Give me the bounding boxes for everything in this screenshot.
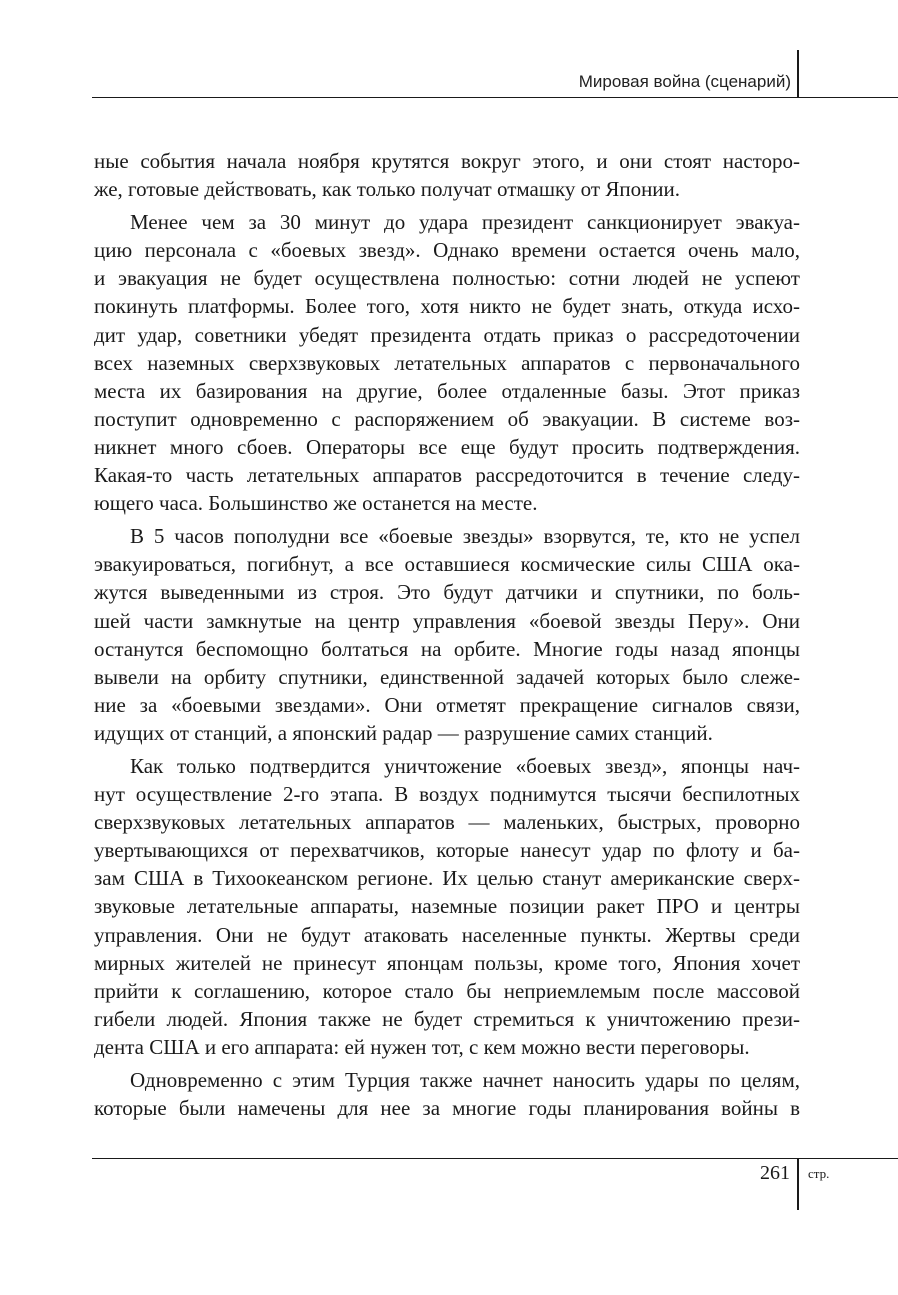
text-line: и эвакуация не будет осуществлена полностью: сотни людей не успеют (94, 266, 800, 291)
text-line: Одновременно с этим Турция также начнет наносить удары по целям, (130, 1068, 800, 1092)
text-line: мирных жителей не принесут японцам пользы, кроме того, Япония хочет (94, 950, 800, 975)
text-line: вывели на орбиту спутники, единственной задачей которых было слеже- (94, 664, 800, 689)
text-line: шей части замкнутые на центр управления «боевой звезды Перу». Они (94, 608, 800, 633)
text-line: дит удар, советники убедят президента отдать приказ о рассредоточении (94, 322, 800, 347)
text-line: нут осуществление 2-го этапа. В воздух поднимутся тысячи беспилотных (94, 782, 800, 807)
text-line: Как только подтвердится уничтожение «боевых звезд», японцы нач- (130, 753, 800, 778)
text-line: покинуть платформы. Более того, хотя никто не будет знать, откуда исхо- (94, 294, 800, 319)
running-head-title: Мировая война (сценарий) (578, 72, 791, 91)
paragraph (94, 147, 800, 203)
text-line: поступит одновременно с распоряжением об эвакуации. В системе воз- (94, 406, 800, 431)
text-line: ные события начала ноября крутятся вокруг этого, и они стоят насторо- (94, 149, 800, 173)
text-line: ющего часа. Большинство же останется на месте. (94, 491, 538, 516)
text-line: Менее чем за 30 минут до удара президент санкционирует эвакуа- (130, 210, 800, 235)
text-line: управления. Они не будут атаковать населенные пункты. Жертвы среди (94, 922, 800, 947)
text-line: которые были намечены для нее за многие годы планирования войны в (94, 1096, 800, 1121)
text-line: звуковые летательные аппараты, наземные позиции ракет ПРО и центры (94, 894, 800, 919)
page-number: 261 (760, 1162, 790, 1184)
text-line: ние за «боевыми звездами». Они отметят прекращение сигналов связи, (94, 692, 800, 717)
body-text (94, 147, 800, 1127)
text-line: всех наземных сверхзвуковых летательных аппаратов с первоначального (94, 350, 800, 375)
paragraph (94, 208, 800, 517)
text-line: дента США и его аппарата: ей нужен тот, с кем можно вести переговоры. (94, 1034, 750, 1059)
text-line: Какая-то часть летательных аппаратов рассредоточится в течение следу- (94, 463, 800, 488)
text-line: увертывающихся от перехватчиков, которые нанесут удар по флоту и ба- (94, 838, 800, 863)
text-line: прийти к соглашению, которое стало бы неприемлемым после массовой (94, 978, 800, 1003)
paragraph (94, 522, 800, 747)
page-label: стр. (808, 1166, 830, 1181)
text-line: останутся беспомощно болтаться на орбите. Многие годы назад японцы (94, 636, 800, 661)
text-line: места их базирования на другие, более отдаленные базы. Этот приказ (94, 378, 800, 403)
text-line: жутся выведенными из строя. Это будут датчики и спутники, по боль- (94, 580, 800, 605)
text-line: зам США в Тихоокеанском регионе. Их целью станут американские сверх- (94, 866, 800, 891)
text-line: В 5 часов пополудни все «боевые звезды» взорвутся, те, кто не успел (130, 524, 800, 549)
paragraph (94, 1066, 800, 1122)
footer-rule (92, 1158, 898, 1159)
text-line: идущих от станций, а японский радар — разрушение самих станций. (94, 720, 713, 745)
header-rule (92, 97, 898, 98)
footer-vertical-rule (797, 1158, 799, 1210)
paragraph (94, 752, 800, 1061)
text-line: сверхзвуковых летательных аппаратов — маленьких, быстрых, проворно (94, 810, 800, 835)
text-line: цию персонала с «боевых звезд». Однако времени остается очень мало, (94, 238, 800, 263)
text-line: же, готовые действовать, как только получат отмашку от Японии. (94, 177, 681, 202)
header-vertical-rule (797, 50, 799, 98)
text-line: эвакуироваться, погибнут, а все оставшиеся космические силы США ока- (94, 552, 800, 577)
text-line: гибели людей. Япония также не будет стремиться к уничтожению прези- (94, 1006, 800, 1031)
text-line: никнет много сбоев. Операторы все еще будут просить подтверждения. (94, 434, 800, 459)
